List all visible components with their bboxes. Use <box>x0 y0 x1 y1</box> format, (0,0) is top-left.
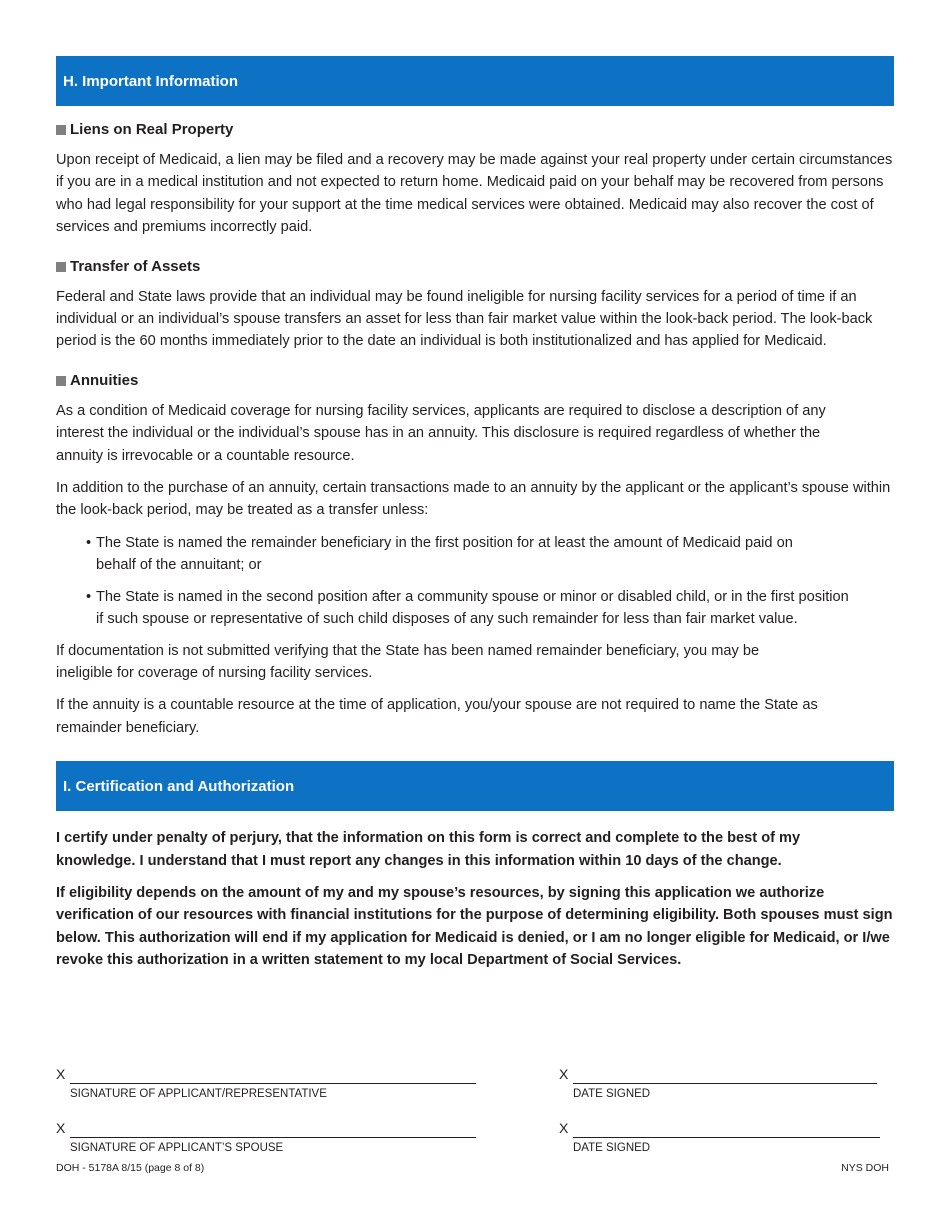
applicant-signature-label: SIGNATURE OF APPLICANT/REPRESENTATIVE <box>70 1088 327 1100</box>
annuities-paragraph-4: If the annuity is a countable resource at the time of application, you/your spouse are not required to name the State as remainder beneficiary. <box>56 697 818 736</box>
footer-form-id: DOH - 5178A 8/15 (page 8 of 8) <box>56 1162 205 1174</box>
section-h-title: H. Important Information <box>63 72 238 90</box>
spouse-signature-label: SIGNATURE OF APPLICANT’S SPOUSE <box>70 1142 284 1154</box>
transfer-heading <box>56 257 894 277</box>
annuities-bullet-list <box>56 532 894 631</box>
bullet-dot-icon: • <box>86 534 92 551</box>
x-mark: X <box>559 1120 569 1136</box>
date-signed-label-1: DATE SIGNED <box>573 1088 651 1100</box>
annuities-heading <box>56 371 894 391</box>
section-h-header <box>56 56 894 106</box>
list-item: • The State is named in the second position after a community spouse or minor or disabled child, or in the first position if such spouse or representative of such child disposes of any such remainder for less than fair market value. <box>86 586 894 631</box>
liens-heading <box>56 120 894 140</box>
x-mark: X <box>559 1066 569 1082</box>
square-bullet-icon <box>56 262 66 272</box>
form-page <box>56 56 894 982</box>
annuities-paragraph-2: In addition to the purchase of an annuity, certain transactions made to an annuity by the applicant or the applicant’s spouse within the look-back period, may be treated as a transfer unless: <box>56 480 891 519</box>
date-signed-label-2: DATE SIGNED <box>573 1142 651 1154</box>
footer-agency: NYS DOH <box>841 1162 889 1174</box>
annuities-paragraph-1: As a condition of Medicaid coverage for nursing facility services, applicants are required to disclose a description of any interest the individual or the individual’s spouse has in an annuity. This disclosure is required regardless of whether the annuity is irrevocable or a countable resource. <box>56 402 826 464</box>
authorization-paragraph: If eligibility depends on the amount of my and my spouse’s resources, by signing this application we authorize verification of our resources with financial institutions for the purpose of determining eligibility. Both spouses must sign below. This authorization will end if my application for Medicaid is denied, or I am no longer eligible for Medicaid, or I/we revoke this authorization in a written statement to my local Department of Social Services. <box>56 884 893 969</box>
section-i-header <box>56 761 894 811</box>
x-mark: X <box>56 1066 66 1082</box>
annuities-heading-text: Annuities <box>70 371 139 389</box>
transfer-paragraph: Federal and State laws provide that an individual may be found ineligible for nursing facility services for a period of time if an individual or an individual’s spouse transfers an asset for less than fair market value within the look-back period. The look-back period is the 60 months immediately prior to the date an individual is both institutionalized and has applied for Medicaid. <box>56 288 873 350</box>
date-signed-line-1[interactable] <box>573 1083 877 1084</box>
liens-paragraph: Upon receipt of Medicaid, a lien may be filed and a recovery may be made against your real property under certain circumstances if you are in a medical institution and not expected to return home. Medicaid paid on your behalf may be recovered from persons who had legal responsibility for your support at the time medical services were obtained. Medicaid may also recover the cost of services and premiums incorrectly paid. <box>56 152 893 236</box>
annuities-paragraph-3: If documentation is not submitted verifying that the State has been named remainder beneficiary, you may be ineligible for coverage of nursing facility services. <box>56 642 760 681</box>
x-mark: X <box>56 1120 66 1136</box>
transfer-heading-text: Transfer of Assets <box>70 257 201 275</box>
section-i-title: I. Certification and Authorization <box>63 777 295 795</box>
square-bullet-icon <box>56 125 66 135</box>
list-item: • The State is named the remainder beneficiary in the first position for at least the amount of Medicaid paid on behalf of the annuitant; or <box>86 532 894 577</box>
square-bullet-icon <box>56 376 66 386</box>
bullet-dot-icon: • <box>86 588 92 605</box>
spouse-signature-line[interactable] <box>70 1137 476 1138</box>
certification-paragraph: I certify under penalty of perjury, that the information on this form is correct and complete to the best of my knowledge. I understand that I must report any changes in this information within 10 days of the change. <box>56 830 801 869</box>
liens-heading-text: Liens on Real Property <box>70 121 234 138</box>
applicant-signature-line[interactable] <box>70 1083 476 1084</box>
date-signed-line-2[interactable] <box>573 1137 880 1138</box>
